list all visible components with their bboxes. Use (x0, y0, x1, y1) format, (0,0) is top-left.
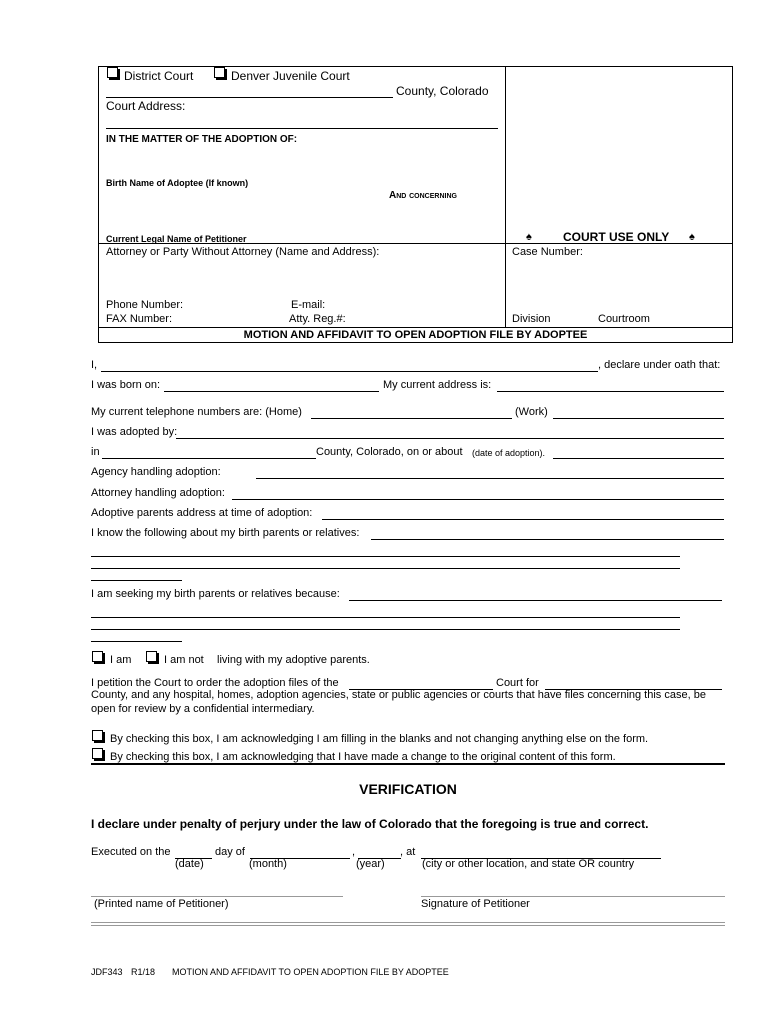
footer-revision: R1/18 (131, 967, 156, 977)
living-with-label: living with my adoptive parents. (217, 654, 370, 666)
district-court-label: District Court (124, 69, 194, 83)
seeking-label: I am seeking my birth parents or relatives because: (91, 588, 340, 600)
spade-icon-left: ♠ (526, 231, 532, 243)
adoption-date-field[interactable] (553, 458, 724, 459)
adoption-county-field[interactable] (102, 458, 316, 459)
day-of-label: day of (215, 846, 245, 858)
city-caption: (city or other location, and state OR country (422, 858, 635, 870)
attorney-handling-field[interactable] (232, 499, 724, 500)
division-label: Division (512, 313, 551, 325)
form-title: MOTION AND AFFIDAVIT TO OPEN ADOPTION FILE BY ADOPTEE (243, 329, 588, 341)
at-label: , at (400, 846, 416, 858)
ack-change-label: By checking this box, I am acknowledging that I have made a change to the original content of this form. (110, 751, 616, 763)
date-caption: (date) (175, 858, 204, 870)
footer-title: MOTION AND AFFIDAVIT TO OPEN ADOPTION FILE BY ADOPTEE (172, 967, 449, 977)
adopted-by-label: I was adopted by: (91, 426, 178, 438)
denver-juvenile-court-label: Denver Juvenile Court (231, 69, 350, 83)
i-am-label: I am (110, 654, 132, 666)
adoptive-address-field[interactable] (322, 519, 724, 520)
i-am-not-label: I am not (164, 654, 204, 666)
executed-on-label: Executed on the (91, 846, 171, 858)
in-label: in (91, 446, 100, 458)
current-address-label: My current address is: (383, 379, 492, 391)
birth-name-label: Birth Name of Adoptee (If known) (106, 178, 249, 188)
name-field[interactable] (101, 371, 598, 372)
i-am-not-checkbox[interactable] (146, 651, 157, 662)
seeking-field[interactable] (349, 600, 722, 601)
in-the-matter-label: IN THE MATTER OF THE ADOPTION OF: (106, 134, 298, 145)
county-colorado-label: County, Colorado (396, 84, 489, 98)
know-following-label: I know the following about my birth parents or relatives: (91, 527, 360, 539)
attorney-handling-label: Attorney handling adoption: (91, 487, 225, 499)
adopted-by-field[interactable] (176, 438, 724, 439)
attorney-label: Attorney or Party Without Attorney (Name and Address): (106, 246, 380, 258)
home-phone-field[interactable] (311, 418, 512, 419)
check-section-divider (91, 763, 725, 765)
adoptive-address-label: Adoptive parents address at time of adoption: (91, 507, 313, 519)
declare-label: , declare under oath that: (598, 359, 721, 371)
courtroom-label: Courtroom (598, 313, 650, 325)
petition-line-2: County, and any hospital, homes, adoption agencies, state or public agencies or courts that have files concerning this case, be (91, 689, 706, 701)
month-caption: (month) (249, 858, 287, 870)
seeking-line-4[interactable] (91, 641, 182, 642)
atty-reg-label: Atty. Reg.#: (289, 313, 346, 325)
seeking-line-2[interactable] (91, 617, 680, 618)
signature-field[interactable] (421, 896, 725, 897)
fax-label: FAX Number: (106, 313, 173, 325)
agency-field[interactable] (256, 478, 724, 479)
know-following-line-2[interactable] (91, 556, 680, 557)
footer-form-id: JDF343 (91, 967, 123, 977)
denver-juvenile-court-checkbox[interactable] (214, 67, 225, 78)
county-on-label: County, Colorado, on or about (316, 446, 463, 458)
case-number-label: Case Number: (512, 246, 583, 258)
printed-name-field[interactable] (91, 896, 343, 897)
footer-divider-1 (91, 922, 725, 923)
born-on-field[interactable] (164, 391, 379, 392)
date-of-adoption-label: (date of adoption). (472, 448, 546, 458)
work-phone-field[interactable] (553, 418, 724, 419)
i-am-checkbox[interactable] (92, 651, 103, 662)
ack-change-checkbox[interactable] (92, 748, 103, 759)
year-caption: (year) (356, 858, 385, 870)
ack-no-change-checkbox[interactable] (92, 730, 103, 741)
born-on-label: I was born on: (91, 379, 161, 391)
telephone-label: My current telephone numbers are: (Home) (91, 406, 302, 418)
seeking-line-3[interactable] (91, 629, 680, 630)
i-label: I, (91, 359, 98, 371)
email-label: E-mail: (291, 299, 326, 311)
printed-name-label: (Printed name of Petitioner) (94, 898, 229, 910)
caption-divider-2 (99, 327, 732, 328)
caption-box (98, 66, 733, 343)
ack-no-change-label: By checking this box, I am acknowledging I am filling in the blanks and not changing anything else on the form. (110, 733, 649, 745)
know-following-field[interactable] (371, 539, 724, 540)
caption-vertical-divider (505, 67, 506, 327)
verification-title: VERIFICATION (359, 781, 457, 797)
current-legal-name-label: Current Legal Name of Petitioner (106, 234, 247, 244)
petition-line-1: I petition the Court to order the adoption files of the (91, 677, 339, 689)
verification-declaration: I declare under penalty of perjury under the law of Colorado that the foregoing is true and correct. (91, 817, 649, 831)
know-following-line-4[interactable] (91, 580, 182, 581)
spade-icon-right: ♠ (689, 231, 695, 243)
petition-line-3: open for review by a confidential intermediary. (91, 703, 315, 715)
current-address-field[interactable] (497, 391, 724, 392)
county-field[interactable] (106, 97, 393, 98)
court-use-only-label: COURT USE ONLY (563, 230, 670, 244)
work-label: (Work) (515, 406, 548, 418)
comma-label: , (352, 846, 356, 858)
court-address-label: Court Address: (106, 99, 186, 113)
phone-label: Phone Number: (106, 299, 184, 311)
and-concerning-label: And concerning (389, 190, 457, 201)
know-following-line-3[interactable] (91, 568, 680, 569)
signature-label: Signature of Petitioner (421, 898, 530, 910)
footer-divider-2 (91, 925, 725, 926)
court-address-field[interactable] (106, 128, 498, 129)
court-for-label: Court for (496, 677, 539, 689)
district-court-checkbox[interactable] (107, 67, 118, 78)
agency-label: Agency handling adoption: (91, 466, 221, 478)
